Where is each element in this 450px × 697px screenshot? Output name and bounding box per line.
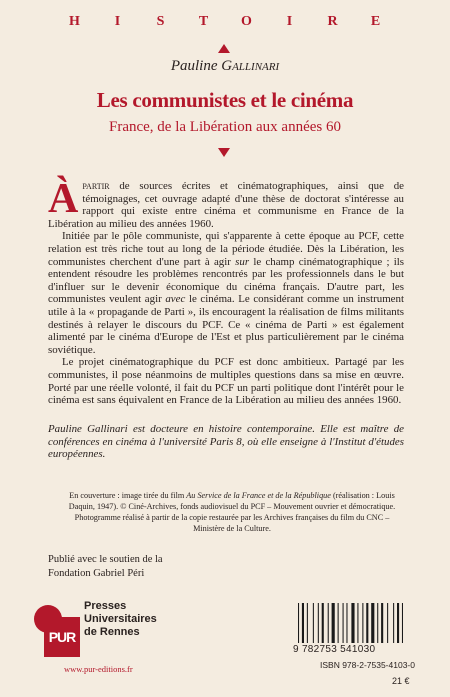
barcode-bar <box>318 603 319 643</box>
blurb-paragraph-1: Àpartir de sources écrites et cinématographiques, ainsi que de témoignages, cet ouvrage adapté d'une thèse de doctorat s'intéresse au rapport qui existe entre cinéma et communisme en France de la Libération au milieu des années 1960. <box>48 176 404 230</box>
barcode-bar <box>371 603 374 643</box>
publisher-block <box>44 600 204 680</box>
barcode-bar <box>351 603 354 643</box>
pur-logo: PUR <box>44 617 80 657</box>
barcode-bar <box>397 603 399 643</box>
barcode-bar <box>332 603 335 643</box>
barcode-bar <box>328 603 329 643</box>
barcode-bar <box>346 603 347 643</box>
author-name: Pauline Gallinari <box>170 58 280 74</box>
barcode-bar <box>362 603 363 643</box>
barcode-bar <box>387 603 388 643</box>
barcode-bar <box>322 603 324 643</box>
barcode <box>298 603 406 643</box>
blurb-paragraph-3: Le projet cinématographique du PCF est donc ambitieux. Partagé par les communistes, il pose néanmoins de multiples questions dans sa mise en œuvre. Porté par une réelle volonté, il fait du PCF un parti politique dont l'intérêt pour le cinéma est sans équivalent en France de la Libération au milieu des années 1960. <box>48 356 404 407</box>
barcode-bar <box>357 603 358 643</box>
support-note: Publié avec le soutien de la Fondation Gabriel Péri <box>48 554 163 579</box>
triangle-up-icon <box>218 44 230 53</box>
publisher-name: Presses Universitaires de Rennes <box>84 600 157 638</box>
barcode-bar <box>402 603 403 643</box>
barcode-bar <box>298 603 299 643</box>
barcode-bar <box>313 603 314 643</box>
barcode-bar <box>366 603 368 643</box>
barcode-digits: 9 782753 541030 <box>293 644 376 655</box>
barcode-bar <box>393 603 394 643</box>
barcode-bar <box>307 603 308 643</box>
isbn: ISBN 978-2-7535-4103-0 <box>320 660 415 670</box>
barcode-bar <box>343 603 344 643</box>
book-title: Les communistes et le cinéma <box>96 88 354 112</box>
drop-cap: À <box>48 176 79 222</box>
series-name: H I S T O I R E <box>69 14 381 29</box>
book-subtitle: France, de la Libération aux années 60 <box>109 119 341 135</box>
barcode-bar <box>302 603 304 643</box>
blurb-paragraph-2: Initiée par le pôle communiste, qui s'apparente à cette époque au PCF, cette relation est très riche tout au long de la période étudiée. Dès la Libération, les communistes cherchent d'une part à agir sur le champ cinématographique ; ils entendent résoudre les problèmes rencontrés par les professionnels dans le but d'influer sur le devenir économique du cinéma français. D'autre part, les communistes veulent agir avec le cinéma. Le considérant comme un instrument utile à la « propagande de Parti », ils encouragent la réalisation de films militants destinés à relayer le discours du PCF. Ce « cinéma de Parti » est également alimenté par le cinéma d'Europe de l'Est et plus particulièrement par le cinéma soviétique. <box>48 230 405 356</box>
publisher-url: www.pur-editions.fr <box>64 664 133 674</box>
barcode-bar <box>381 603 383 643</box>
barcode-bar <box>338 603 339 643</box>
triangle-down-icon <box>218 148 230 157</box>
barcode-bar <box>377 603 378 643</box>
price: 21 € <box>392 676 410 686</box>
author-bio: Pauline Gallinari est docteure en histoire contemporaine. Elle est maître de conférences en cinéma à l'université Paris 8, où elle enseigne à l'Institut d'études européennes. <box>48 423 404 461</box>
blurb <box>48 176 405 407</box>
cover-credit: En couverture : image tirée du film Au Service de la France et de la République (réalisation : Louis Daquin, 1947). © Ciné-Archives, fonds audiovisuel du PCF – Mouvement ouvrier et démocratique. Photogramme réalisé à partir de la copie restaurée par les Archives françaises du film du CNC – Ministère de la Culture. <box>68 491 396 533</box>
